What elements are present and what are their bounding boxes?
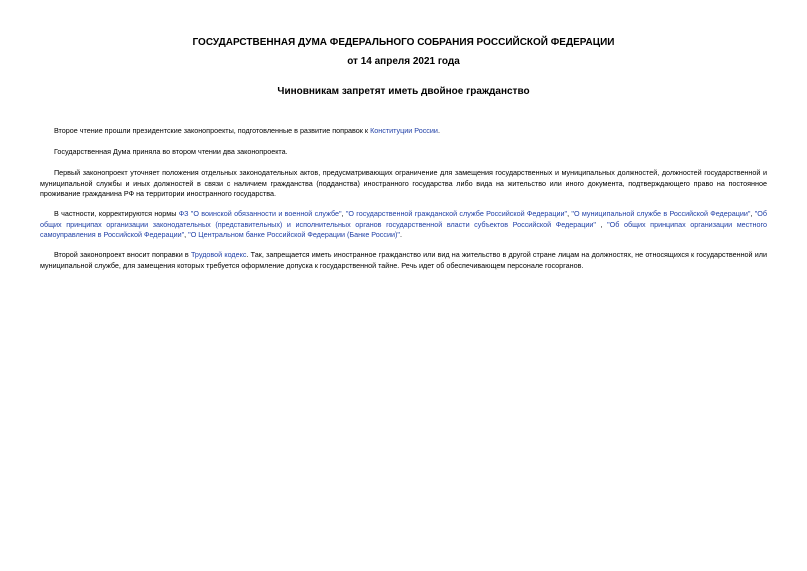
- paragraph-3: [40, 168, 767, 200]
- paragraph-4-text-5: ,: [595, 219, 608, 229]
- paragraph-2-text-1: Государственная Дума приняла во втором чтении два законопроекта.: [54, 147, 288, 156]
- link-municipal-service-law[interactable]: "О муниципальной службе в Российской Федерации": [571, 209, 751, 218]
- paragraph-1-text-1: Второе чтение прошли президентские законопроекты, подготовленные в развитие поправок к: [54, 126, 371, 135]
- paragraph-4-text-4: ,: [750, 209, 755, 218]
- link-military-service-law[interactable]: ФЗ "О воинской обязанности и военной службе": [178, 209, 342, 218]
- link-central-bank-law[interactable]: "О Центральном банке Российской Федерации (Банке России)": [188, 230, 400, 239]
- link-civil-service-law[interactable]: "О государственной гражданской службе Российской Федерации": [345, 209, 568, 218]
- link-labour-code[interactable]: Трудовой кодекс: [190, 250, 247, 259]
- link-regional-authorities-law[interactable]: "Об общих принципах организации законодательных (представительных) и исполнительных органов государственной власти субъектов Российской Федерации": [40, 209, 768, 229]
- paragraph-5-text-1: Второй законопроект вносит поправки в: [54, 250, 191, 259]
- paragraph-4-text-7: .: [399, 230, 402, 239]
- paragraph-5: [40, 250, 767, 271]
- document-title: ГОСУДАРСТВЕННАЯ ДУМА ФЕДЕРАЛЬНОГО СОБРАНИЯ РОССИЙСКОЙ ФЕДЕРАЦИИ: [192, 37, 615, 48]
- paragraph-4-text-2: ,: [341, 209, 346, 218]
- paragraph-4: [40, 209, 767, 241]
- paragraph-2: [40, 147, 767, 158]
- paragraph-5-text-2: . Так, запрещается иметь иностранное гражданство или вид на жительство в другой стране лицам на должностях, не относящихся к государственной или муниципальной службе, для замещения которых требуется оформление допуска к государственной тайне. Речь идет об обеспечивающем персонале госорганов.: [40, 250, 767, 270]
- paragraph-3-text-1: Первый законопроект уточняет положения отдельных законодательных актов, предусматривающих ограничение для замещения государственных и муниципальных должностей, должностей государственной и муниципальной службы и иных должностей в связи с наличием гражданства (подданства) иностранного государства либо вида на жительство или иного документа, подтверждающего право на постоянное проживание гражданина РФ на территории иностранного государства.: [40, 168, 767, 198]
- link-constitution[interactable]: Конституции России: [370, 126, 438, 135]
- document-date: от 14 апреля 2021 года: [347, 56, 460, 67]
- paragraph-1-text-2: .: [437, 126, 440, 135]
- link-local-self-government-law[interactable]: "Об общих принципах организации местного самоуправления в Российской Федерации": [40, 219, 767, 239]
- paragraph-1: [40, 126, 767, 137]
- paragraph-4-text-3: ,: [567, 209, 572, 218]
- document-headline: Чиновникам запретят иметь двойное гражданство: [277, 86, 530, 97]
- paragraph-4-text-6: ,: [184, 230, 189, 239]
- paragraph-4-text-1: В частности, корректируются нормы: [54, 209, 179, 218]
